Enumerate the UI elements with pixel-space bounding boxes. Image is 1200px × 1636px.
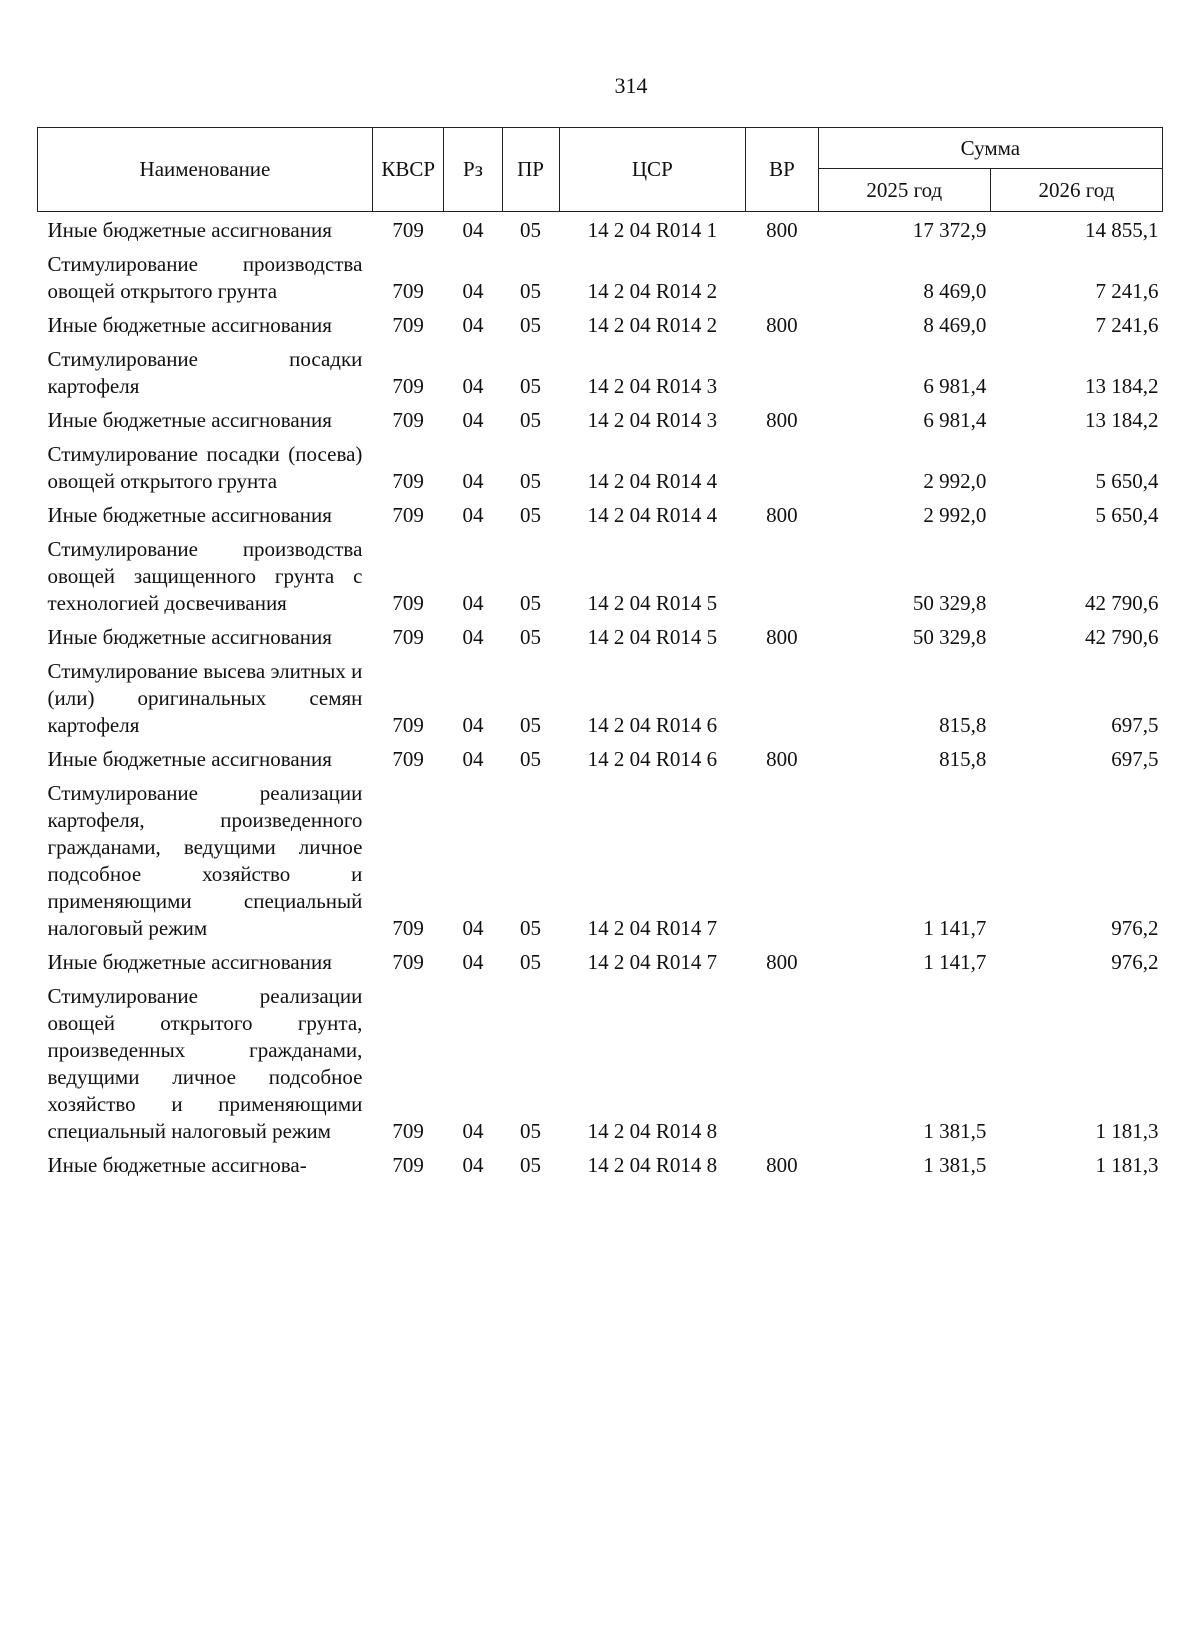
row-amount-2025: 1 381,5 (923, 1119, 987, 1143)
row-amount-2025: 8 469,0 (923, 313, 987, 337)
row-name: Стимулирование высева элитных и (или) оригинальных семян картофеля (47, 659, 363, 737)
row-amount-2026: 7 241,6 (1095, 313, 1159, 337)
row-rz: 04 (462, 747, 484, 771)
row-name: Стимулирование производства овощей открытого грунта (47, 252, 363, 303)
row-kvsr: 709 (392, 279, 424, 303)
row-name: Стимулирование производства овощей защищенного грунта с технологией досвечивания (47, 537, 363, 615)
header-rz: Рз (444, 128, 502, 212)
row-amount-2025: 815,8 (939, 747, 987, 771)
row-csr: 14 2 04 R014 5 (587, 591, 718, 615)
table-row (38, 212, 1163, 247)
row-amount-2025: 2 992,0 (923, 469, 987, 493)
row-amount-2026: 42 790,6 (1085, 591, 1159, 615)
header-kvsr: КВСР (372, 128, 444, 212)
row-pr: 05 (520, 713, 541, 737)
row-rz: 04 (462, 916, 484, 940)
budget-table (37, 127, 1163, 1181)
row-vr: 800 (766, 503, 798, 527)
row-pr: 05 (520, 374, 541, 398)
row-rz: 04 (462, 313, 484, 337)
row-csr: 14 2 04 R014 4 (587, 503, 718, 527)
row-rz: 04 (462, 408, 484, 432)
row-amount-2026: 13 184,2 (1085, 374, 1159, 398)
header-csr: ЦСР (559, 128, 746, 212)
row-amount-2026: 697,5 (1111, 713, 1159, 737)
row-kvsr: 709 (392, 313, 424, 337)
row-name: Иные бюджетные ассигнования (47, 950, 332, 974)
row-rz: 04 (462, 625, 484, 649)
row-amount-2025: 8 469,0 (923, 279, 987, 303)
row-amount-2026: 13 184,2 (1085, 408, 1159, 432)
row-amount-2025: 17 372,9 (912, 218, 987, 242)
row-vr (746, 341, 819, 402)
table-row (38, 653, 1163, 741)
row-amount-2026: 7 241,6 (1095, 279, 1159, 303)
row-name: Стимулирование реализации картофеля, произведенного гражданами, ведущими личное подсобное хозяйство и применяющими специальный налоговый режим (47, 781, 363, 940)
header-sum: Сумма (818, 128, 1162, 169)
row-vr (746, 978, 819, 1147)
table-row (38, 307, 1163, 341)
table-row (38, 497, 1163, 531)
header-year-2026: 2026 год (990, 169, 1162, 212)
table-header (38, 128, 1163, 212)
header-pr: ПР (502, 128, 559, 212)
row-amount-2025: 6 981,4 (923, 408, 987, 432)
row-csr: 14 2 04 R014 8 (587, 1153, 718, 1177)
row-rz: 04 (462, 713, 484, 737)
row-kvsr: 709 (392, 713, 424, 737)
row-vr: 800 (766, 218, 798, 242)
row-pr: 05 (520, 591, 541, 615)
row-vr: 800 (766, 313, 798, 337)
row-name: Иные бюджетные ассигнования (47, 747, 332, 771)
row-pr: 05 (520, 469, 541, 493)
row-rz: 04 (462, 374, 484, 398)
row-name: Иные бюджетные ассигнования (47, 625, 332, 649)
row-amount-2026: 42 790,6 (1085, 625, 1159, 649)
row-csr: 14 2 04 R014 7 (587, 950, 718, 974)
header-year-2025: 2025 год (818, 169, 990, 212)
row-pr: 05 (520, 1153, 541, 1177)
table-row (38, 944, 1163, 978)
header-name: Наименование (38, 128, 373, 212)
row-kvsr: 709 (392, 469, 424, 493)
row-kvsr: 709 (392, 1119, 424, 1143)
table-row (38, 978, 1163, 1147)
row-amount-2025: 1 141,7 (923, 916, 987, 940)
row-amount-2025: 1 141,7 (923, 950, 987, 974)
row-kvsr: 709 (392, 503, 424, 527)
row-kvsr: 709 (392, 950, 424, 974)
table-row (38, 531, 1163, 619)
row-rz: 04 (462, 950, 484, 974)
row-vr (746, 246, 819, 307)
row-pr: 05 (520, 950, 541, 974)
table-body (38, 212, 1163, 1182)
row-rz: 04 (462, 1119, 484, 1143)
row-amount-2025: 50 329,8 (912, 625, 987, 649)
row-amount-2026: 976,2 (1111, 916, 1159, 940)
table-row (38, 246, 1163, 307)
table-row (38, 436, 1163, 497)
row-vr: 800 (766, 1153, 798, 1177)
row-amount-2026: 697,5 (1111, 747, 1159, 771)
row-name: Иные бюджетные ассигнования (47, 503, 332, 527)
row-pr: 05 (520, 313, 541, 337)
row-amount-2026: 1 181,3 (1095, 1119, 1159, 1143)
row-amount-2025: 50 329,8 (912, 591, 987, 615)
row-vr: 800 (766, 950, 798, 974)
row-rz: 04 (462, 503, 484, 527)
row-pr: 05 (520, 747, 541, 771)
row-csr: 14 2 04 R014 8 (587, 1119, 718, 1143)
row-rz: 04 (462, 279, 484, 303)
row-csr: 14 2 04 R014 5 (587, 625, 718, 649)
table-row (38, 402, 1163, 436)
row-name: Иные бюджетные ассигнования (47, 408, 332, 432)
table-row (38, 741, 1163, 775)
row-name: Стимулирование посадки (посева) овощей открытого грунта (47, 442, 363, 493)
row-kvsr: 709 (392, 408, 424, 432)
row-pr: 05 (520, 916, 541, 940)
row-csr: 14 2 04 R014 7 (587, 916, 718, 940)
row-csr: 14 2 04 R014 3 (587, 408, 718, 432)
header-vr: ВР (746, 128, 819, 212)
row-name: Иные бюджетные ассигнова- (47, 1153, 307, 1177)
row-name: Иные бюджетные ассигнования (47, 218, 332, 242)
row-kvsr: 709 (392, 374, 424, 398)
row-amount-2026: 14 855,1 (1085, 218, 1159, 242)
row-rz: 04 (462, 218, 484, 242)
row-csr: 14 2 04 R014 6 (587, 713, 718, 737)
row-csr: 14 2 04 R014 3 (587, 374, 718, 398)
row-kvsr: 709 (392, 916, 424, 940)
row-amount-2026: 5 650,4 (1095, 469, 1159, 493)
row-pr: 05 (520, 279, 541, 303)
row-pr: 05 (520, 625, 541, 649)
row-name: Иные бюджетные ассигнования (47, 313, 332, 337)
row-csr: 14 2 04 R014 4 (587, 469, 718, 493)
row-kvsr: 709 (392, 747, 424, 771)
row-amount-2025: 815,8 (939, 713, 987, 737)
row-amount-2025: 1 381,5 (923, 1153, 987, 1177)
table-row (38, 775, 1163, 944)
row-name: Стимулирование реализации овощей открытого грунта, произведенных гражданами, ведущими личное подсобное хозяйство и применяющими специальный налоговый режим (47, 984, 363, 1143)
row-rz: 04 (462, 469, 484, 493)
row-vr (746, 436, 819, 497)
row-vr: 800 (766, 408, 798, 432)
row-pr: 05 (520, 408, 541, 432)
row-amount-2025: 6 981,4 (923, 374, 987, 398)
row-pr: 05 (520, 503, 541, 527)
row-vr (746, 653, 819, 741)
row-amount-2025: 2 992,0 (923, 503, 987, 527)
row-vr (746, 775, 819, 944)
row-amount-2026: 1 181,3 (1095, 1153, 1159, 1177)
row-pr: 05 (520, 1119, 541, 1143)
row-csr: 14 2 04 R014 2 (587, 313, 718, 337)
page-number: 314 (614, 73, 648, 98)
table-row (38, 619, 1163, 653)
table-row (38, 341, 1163, 402)
row-vr: 800 (766, 747, 798, 771)
row-csr: 14 2 04 R014 1 (587, 218, 718, 242)
row-kvsr: 709 (392, 1153, 424, 1177)
row-kvsr: 709 (392, 591, 424, 615)
row-name: Стимулирование посадки картофеля (47, 347, 363, 398)
row-kvsr: 709 (392, 625, 424, 649)
row-rz: 04 (462, 591, 484, 615)
row-pr: 05 (520, 218, 541, 242)
row-amount-2026: 5 650,4 (1095, 503, 1159, 527)
row-vr (746, 531, 819, 619)
row-kvsr: 709 (392, 218, 424, 242)
row-csr: 14 2 04 R014 6 (587, 747, 718, 771)
row-vr: 800 (766, 625, 798, 649)
table-row (38, 1147, 1163, 1181)
row-amount-2026: 976,2 (1111, 950, 1159, 974)
row-rz: 04 (462, 1153, 484, 1177)
row-csr: 14 2 04 R014 2 (587, 279, 718, 303)
